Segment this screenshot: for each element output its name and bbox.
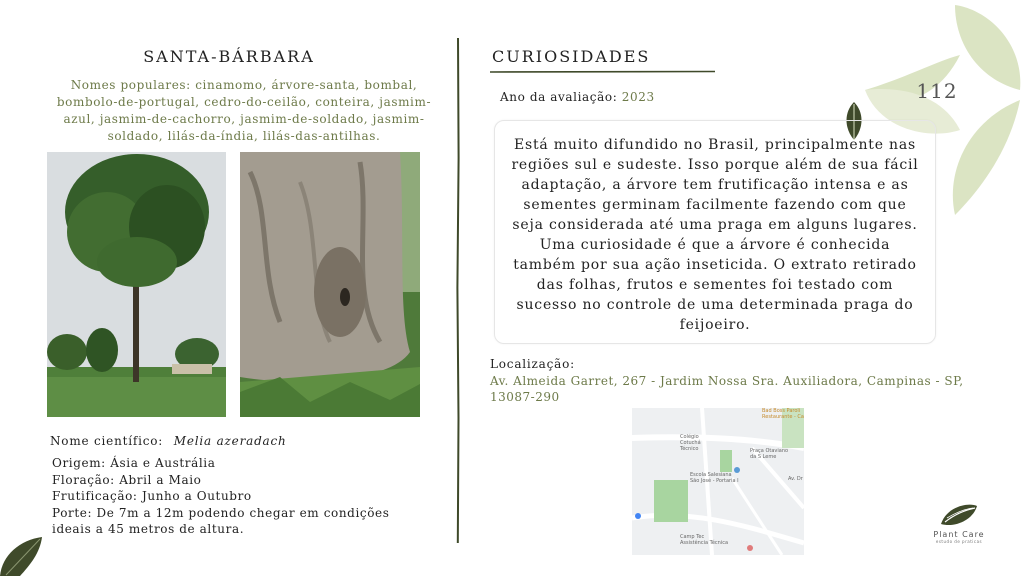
evaluation-year: 2023 [621,90,655,104]
bark-photo [240,152,420,417]
leaf-decoration-bottom-left [0,535,44,576]
evaluation-year-line [500,90,655,104]
map-label: Colégio Cotuchá Técnico [680,434,701,452]
page-number: 112 [916,79,958,103]
logo-leaf-icon [939,500,979,528]
map-label: Av. Dr [788,476,803,482]
scientific-name: Melia azeradach [173,434,287,448]
fruiting-line: Frutificação: Junho a Outubro [52,489,252,503]
tree-photo [47,152,226,417]
map-label: Escola Salesiana São José - Portaria I [690,472,739,484]
popular-names: Nomes populares: cinamomo, árvore-santa, bombal, bombolo-de-portugal, cedro-do-ceilão, conteira, jasmim-azul, jasmim-de-cachorro, jasmim-de-soldado, jasmim-soldado, lilás-da-índia, lilás-das-antilhas. [56,78,432,143]
map-label: Camp Tec Assistência Técnica [680,534,729,546]
column-divider [455,38,461,543]
curiosities-title: CURIOSIDADES [492,47,651,66]
logo-subtitle: estudo de praticas [935,539,983,544]
curiosity-box [494,120,936,344]
location-map[interactable] [632,408,804,555]
scientific-name-label: Nome científico: [50,434,164,448]
origin-line: Origem: Ásia e Austrália [52,456,216,470]
flowering-line: Floração: Abril a Maio [52,472,202,487]
evaluation-label: Ano da avaliação: [500,90,618,104]
title-underline [490,68,715,76]
size-line: Porte: De 7m a 12m podendo chegar em condições ideais a 45 metros de altura. [52,505,390,536]
plant-care-logo [924,500,994,552]
location-label: Localização: [490,357,575,371]
location-address: Av. Almeida Garret, 267 - Jardim Nossa Sra. Auxiliadora, Campinas - SP, 13087-290 [490,374,964,404]
species-details [52,455,412,538]
curiosity-text: Está muito difundido no Brasil, principalmente nas regiões sul e sudeste. Isso porque além de sua fácil adaptação, a árvore tem frutificação intensa e as sementes germinam facilmente fazendo com que seja considerada até uma praga em alguns lugares. Uma curiosidade é que a árvore é conhecida também por sua ação inseticida. O extrato retirado das folhas, frutos e sementes foi testado com sucesso no controle de uma determinada praga do feijoeiro. [511,137,919,333]
map-label: Praça Otaviano da S Leme [750,448,789,460]
logo-name: Plant Care [933,530,985,539]
map-label: Bad Boss Paroli Restaurante - Ca [762,408,804,420]
scientific-name-line [50,434,287,448]
species-title: SANTA-BÁRBARA [143,47,315,66]
